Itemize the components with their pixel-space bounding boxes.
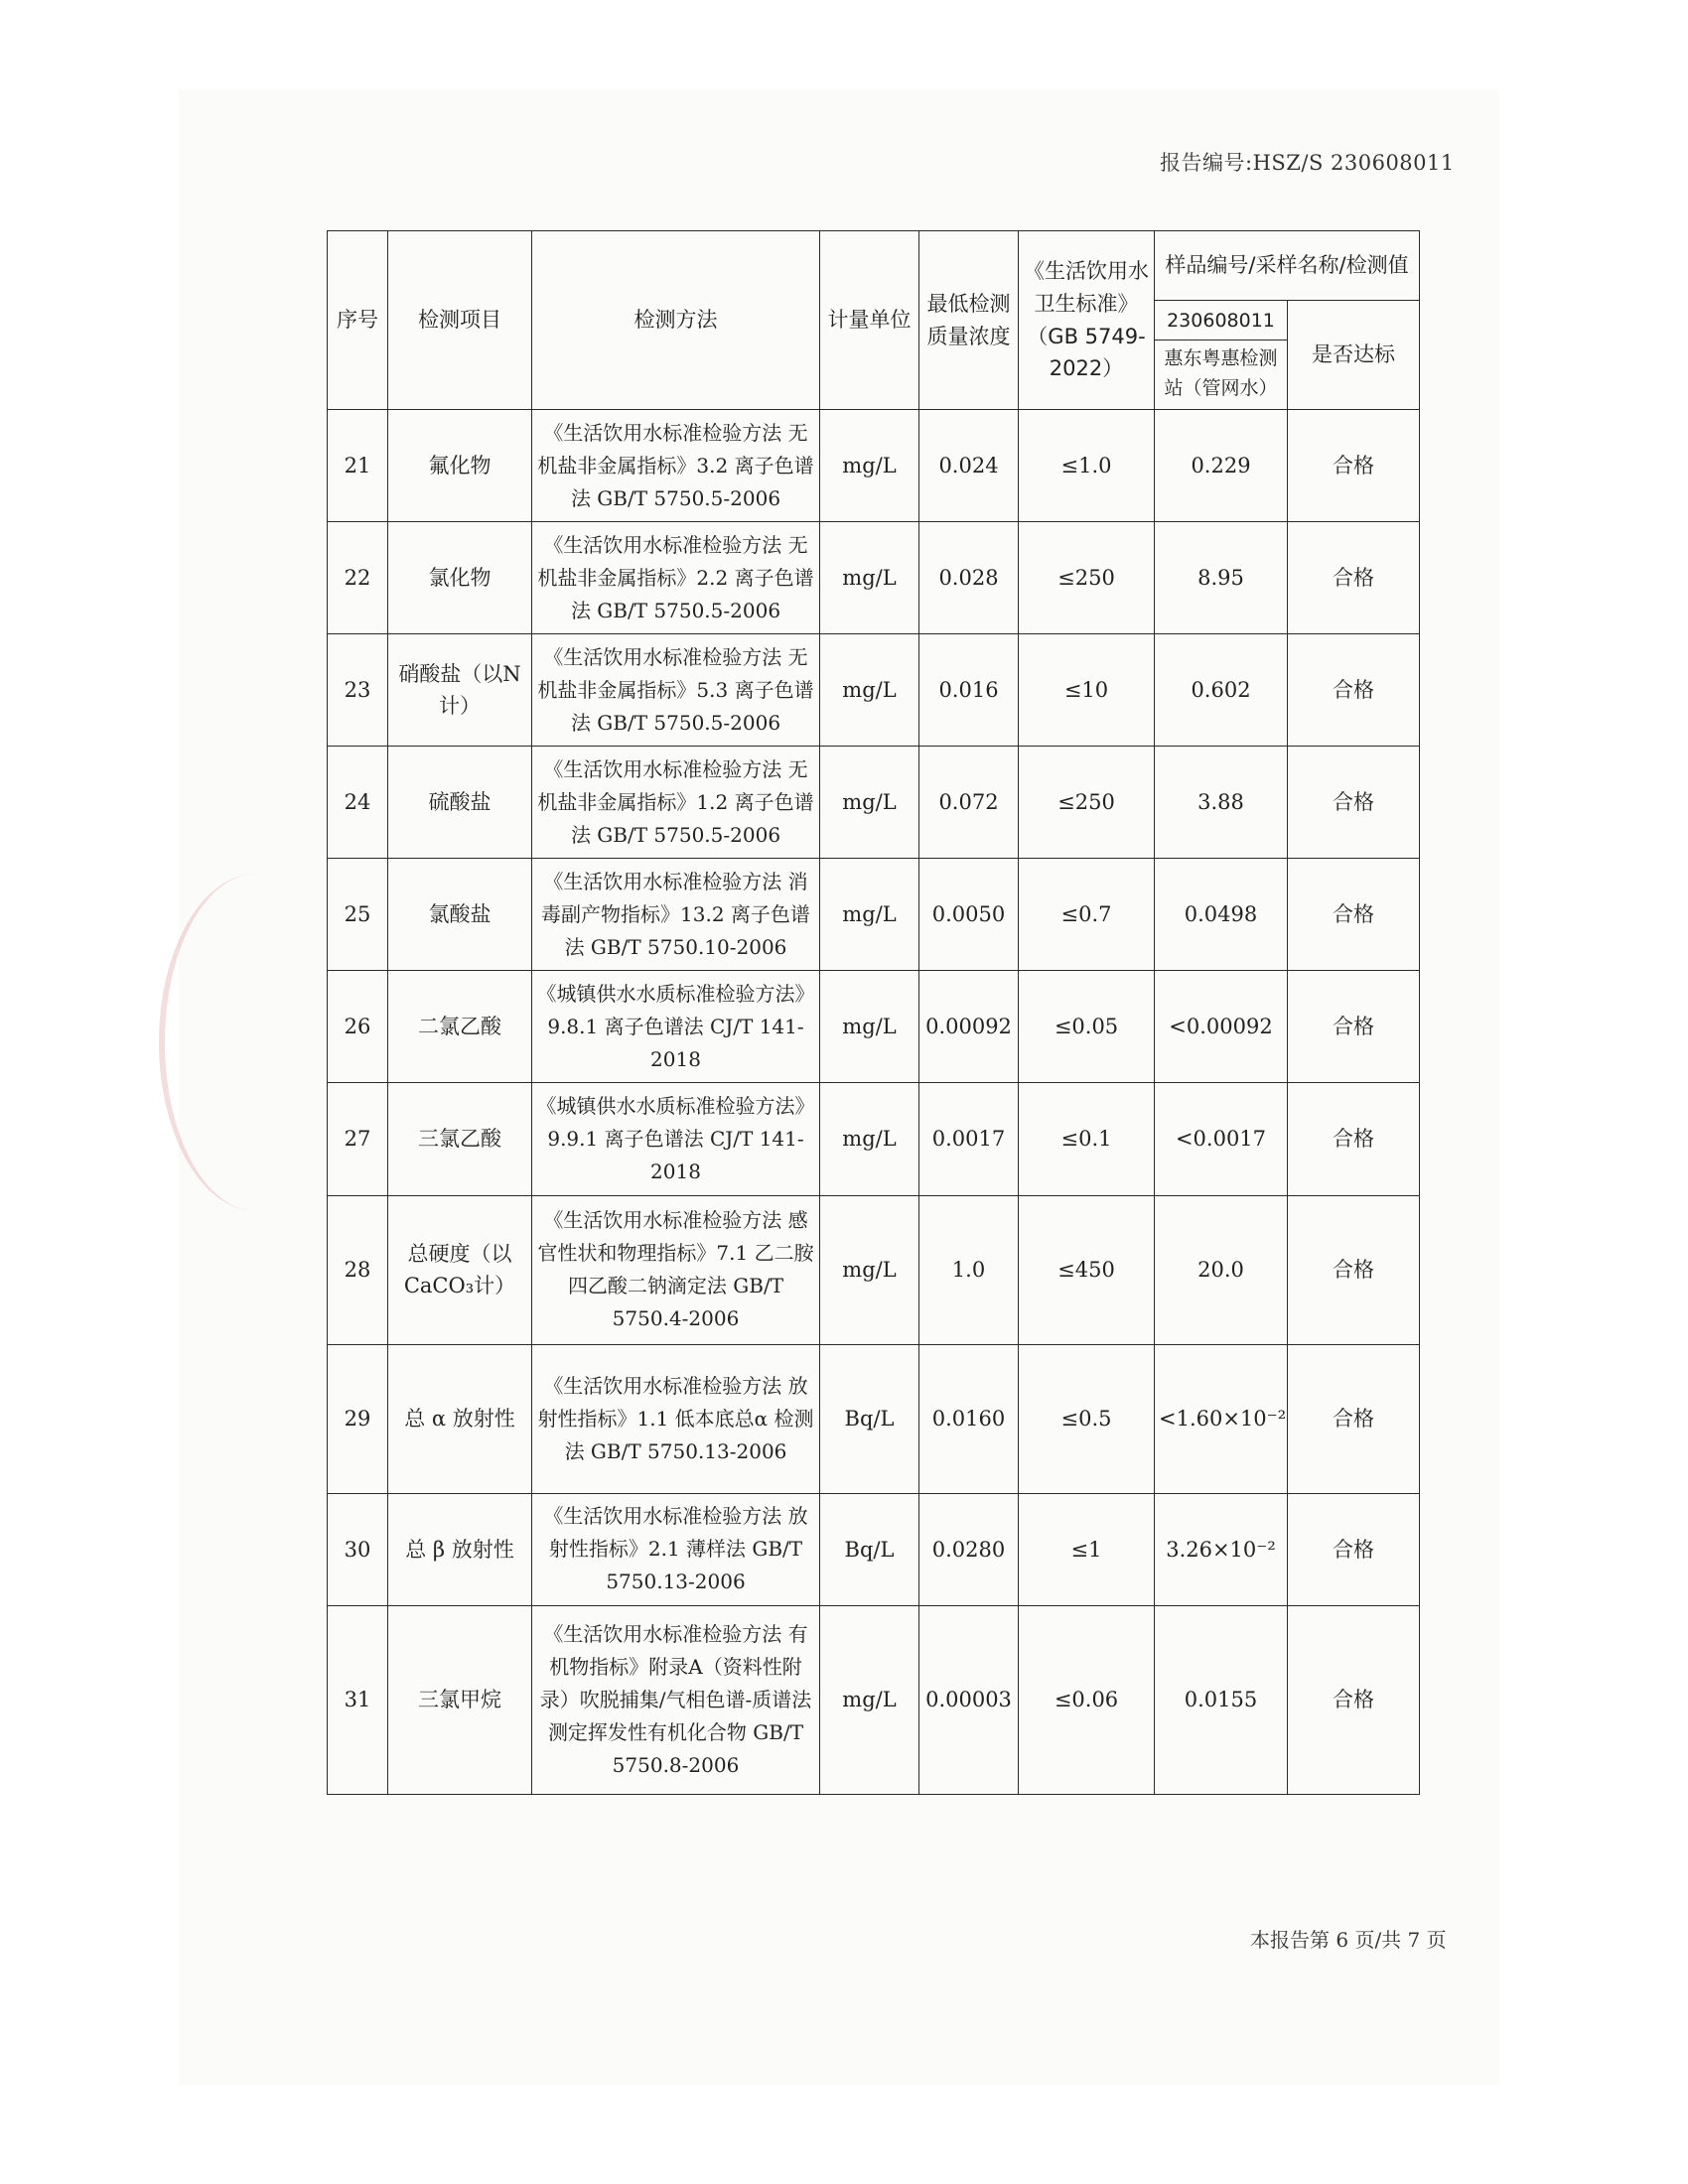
header-method: 检测方法: [532, 231, 820, 410]
header-sample-name: 惠东粤惠检测站（管网水）: [1164, 347, 1278, 399]
row-lod: 0.0160: [919, 1344, 1019, 1493]
row-pass: 合格: [1288, 1344, 1420, 1493]
row-no: 30: [328, 1493, 388, 1605]
row-no: 24: [328, 747, 388, 859]
row-value: <0.0017: [1155, 1083, 1288, 1195]
table-row: [328, 971, 1420, 1083]
row-limit: ≤1.0: [1019, 410, 1155, 522]
table-row: [328, 859, 1420, 971]
header-sample-group: 样品编号/采样名称/检测值: [1155, 231, 1420, 301]
test-results-table: [327, 230, 1420, 1795]
table-row: [328, 1605, 1420, 1794]
row-lod: 0.028: [919, 522, 1019, 634]
row-pass: 合格: [1288, 410, 1420, 522]
row-item: 硫酸盐: [388, 747, 532, 859]
row-method: 《生活饮用水标准检验方法 有机物指标》附录A（资料性附录）吹脱捕集/气相色谱-质谱法测定挥发性有机化合物 GB/T 5750.8-2006: [532, 1605, 820, 1794]
row-lod: 1.0: [919, 1195, 1019, 1344]
row-lod: 0.072: [919, 747, 1019, 859]
row-limit: ≤250: [1019, 522, 1155, 634]
row-value: 3.88: [1155, 747, 1288, 859]
row-item: 硝酸盐（以N计）: [388, 634, 532, 747]
header-item: 检测项目: [388, 231, 532, 410]
row-limit: ≤450: [1019, 1195, 1155, 1344]
row-method: 《生活饮用水标准检验方法 无机盐非金属指标》2.2 离子色谱法 GB/T 5750.5-2006: [532, 522, 820, 634]
row-method: 《生活饮用水标准检验方法 无机盐非金属指标》5.3 离子色谱法 GB/T 5750.5-2006: [532, 634, 820, 747]
row-unit: mg/L: [820, 634, 919, 747]
table-row: [328, 634, 1420, 747]
row-no: 21: [328, 410, 388, 522]
row-item: 总 β 放射性: [388, 1493, 532, 1605]
row-unit: Bq/L: [820, 1344, 919, 1493]
row-item: 三氯甲烷: [388, 1605, 532, 1794]
row-value: <1.60×10⁻²: [1155, 1344, 1288, 1493]
header-sample-id-name: [1155, 301, 1288, 410]
row-pass: 合格: [1288, 1195, 1420, 1344]
header-unit: 计量单位: [820, 231, 919, 410]
table-row: [328, 1195, 1420, 1344]
table-row: [328, 410, 1420, 522]
table-row: [328, 747, 1420, 859]
row-unit: mg/L: [820, 522, 919, 634]
row-method: 《城镇供水水质标准检验方法》 9.9.1 离子色谱法 CJ/T 141-2018: [532, 1083, 820, 1195]
row-method: 《生活饮用水标准检验方法 无机盐非金属指标》1.2 离子色谱法 GB/T 5750.5-2006: [532, 747, 820, 859]
row-method: 《生活饮用水标准检验方法 无机盐非金属指标》3.2 离子色谱法 GB/T 5750.5-2006: [532, 410, 820, 522]
row-item: 总硬度（以CaCO₃计）: [388, 1195, 532, 1344]
row-lod: 0.016: [919, 634, 1019, 747]
row-unit: mg/L: [820, 971, 919, 1083]
row-lod: 0.00003: [919, 1605, 1019, 1794]
row-no: 22: [328, 522, 388, 634]
row-value: <0.00092: [1155, 971, 1288, 1083]
row-value: 0.602: [1155, 634, 1288, 747]
row-item: 总 α 放射性: [388, 1344, 532, 1493]
row-lod: 0.00092: [919, 971, 1019, 1083]
row-item: 二氯乙酸: [388, 971, 532, 1083]
header-standard: 《生活饮用水卫生标准》（GB 5749-2022）: [1019, 231, 1155, 410]
row-no: 23: [328, 634, 388, 747]
row-unit: mg/L: [820, 1083, 919, 1195]
row-value: 3.26×10⁻²: [1155, 1493, 1288, 1605]
row-method: 《生活饮用水标准检验方法 放射性指标》1.1 低本底总α 检测法 GB/T 5750.13-2006: [532, 1344, 820, 1493]
row-no: 26: [328, 971, 388, 1083]
row-pass: 合格: [1288, 522, 1420, 634]
row-pass: 合格: [1288, 747, 1420, 859]
table-row: [328, 1344, 1420, 1493]
row-no: 25: [328, 859, 388, 971]
row-method: 《生活饮用水标准检验方法 消毒副产物指标》13.2 离子色谱法 GB/T 5750.10-2006: [532, 859, 820, 971]
row-item: 氯化物: [388, 522, 532, 634]
row-unit: mg/L: [820, 1195, 919, 1344]
row-limit: ≤0.1: [1019, 1083, 1155, 1195]
report-number: 报告编号:HSZ/S 230608011: [1160, 151, 1455, 175]
row-method: 《生活饮用水标准检验方法 感官性状和物理指标》7.1 乙二胺四乙酸二钠滴定法 GB/T 5750.4-2006: [532, 1195, 820, 1344]
row-value: 8.95: [1155, 522, 1288, 634]
row-limit: ≤1: [1019, 1493, 1155, 1605]
row-item: 氯酸盐: [388, 859, 532, 971]
row-pass: 合格: [1288, 1605, 1420, 1794]
row-method: 《生活饮用水标准检验方法 放射性指标》2.1 薄样法 GB/T 5750.13-2006: [532, 1493, 820, 1605]
row-pass: 合格: [1288, 634, 1420, 747]
row-lod: 0.0017: [919, 1083, 1019, 1195]
table-row: [328, 1083, 1420, 1195]
page-footer: 本报告第 6 页/共 7 页: [1250, 1928, 1447, 1952]
row-value: 0.0155: [1155, 1605, 1288, 1794]
row-no: 27: [328, 1083, 388, 1195]
row-lod: 0.0050: [919, 859, 1019, 971]
row-limit: ≤0.05: [1019, 971, 1155, 1083]
row-limit: ≤0.06: [1019, 1605, 1155, 1794]
table-row: [328, 522, 1420, 634]
row-pass: 合格: [1288, 1493, 1420, 1605]
row-value: 20.0: [1155, 1195, 1288, 1344]
row-unit: Bq/L: [820, 1493, 919, 1605]
row-unit: mg/L: [820, 410, 919, 522]
header-no: 序号: [328, 231, 388, 410]
header-lod: 最低检测质量浓度: [919, 231, 1019, 410]
row-limit: ≤10: [1019, 634, 1155, 747]
row-item: 三氯乙酸: [388, 1083, 532, 1195]
row-no: 29: [328, 1344, 388, 1493]
row-limit: ≤0.5: [1019, 1344, 1155, 1493]
row-no: 31: [328, 1605, 388, 1794]
row-method: 《城镇供水水质标准检验方法》 9.8.1 离子色谱法 CJ/T 141-2018: [532, 971, 820, 1083]
row-unit: mg/L: [820, 1605, 919, 1794]
row-unit: mg/L: [820, 859, 919, 971]
row-value: 0.0498: [1155, 859, 1288, 971]
row-limit: ≤250: [1019, 747, 1155, 859]
row-pass: 合格: [1288, 859, 1420, 971]
row-item: 氟化物: [388, 410, 532, 522]
row-unit: mg/L: [820, 747, 919, 859]
row-lod: 0.024: [919, 410, 1019, 522]
seal-stamp-fragment: [159, 874, 353, 1211]
row-pass: 合格: [1288, 971, 1420, 1083]
row-pass: 合格: [1288, 1083, 1420, 1195]
row-no: 28: [328, 1195, 388, 1344]
row-lod: 0.0280: [919, 1493, 1019, 1605]
header-sample-id: 230608011: [1155, 307, 1287, 341]
row-value: 0.229: [1155, 410, 1288, 522]
header-pass: 是否达标: [1288, 301, 1420, 410]
table-row: [328, 1493, 1420, 1605]
row-limit: ≤0.7: [1019, 859, 1155, 971]
